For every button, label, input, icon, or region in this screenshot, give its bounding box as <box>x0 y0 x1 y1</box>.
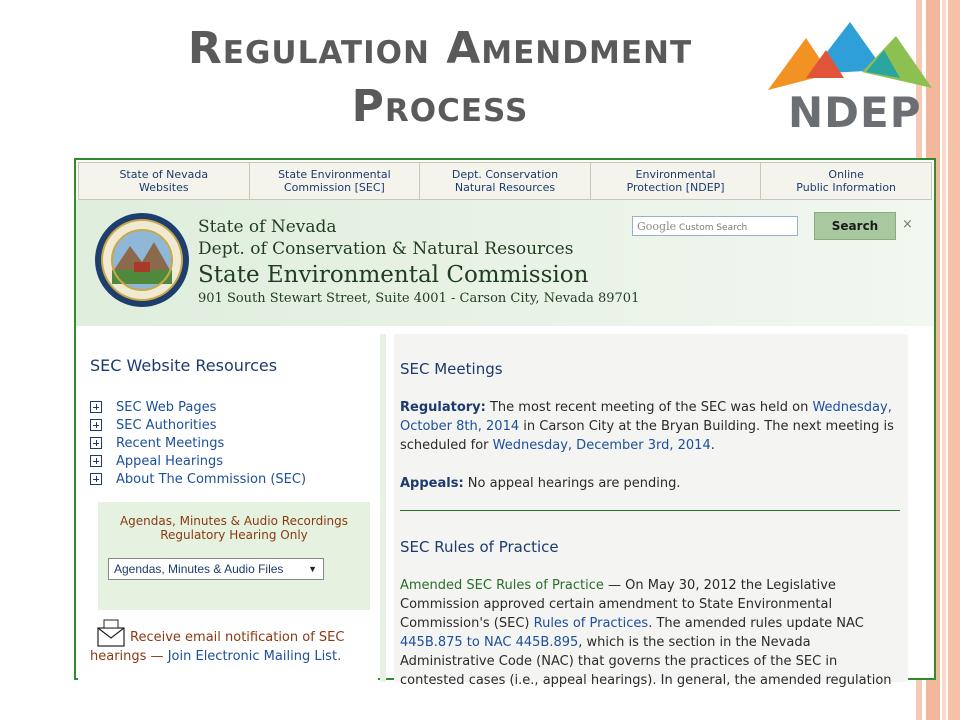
rules-text: — On May 30, 2012 the Legislative Commission approved certain amendment to State Environmental Commission's (SEC) <box>400 578 836 631</box>
nav-dcnr[interactable]: Dept. Conservation Natural Resources <box>420 163 591 199</box>
expand-plus-icon[interactable] <box>90 401 102 413</box>
banner-address: 901 South Stewart Street, Suite 4001 - Carson City, Nevada 89701 <box>198 291 640 306</box>
mailing-list-suffix: . <box>337 649 342 664</box>
nav-state-of-nevada[interactable]: State of Nevada Websites <box>79 163 250 199</box>
resources-title: SEC Website Resources <box>90 356 278 375</box>
ndep-logo-text: NDEP <box>788 88 922 137</box>
slide-title-line1: Regulation Amendment <box>187 23 693 74</box>
nav-public-info[interactable]: Online Public Information <box>796 168 897 194</box>
nac-link[interactable]: 445B.875 to NAC 445B.895 <box>400 635 579 650</box>
slide-title-line2: Process <box>351 81 529 132</box>
rules-paragraph <box>400 576 902 690</box>
regulatory-paragraph <box>400 398 902 455</box>
list-item[interactable] <box>90 398 306 416</box>
agenda-select[interactable] <box>108 558 324 580</box>
join-mailing-list-link[interactable]: Join Electronic Mailing List <box>167 649 338 664</box>
resources-list <box>90 398 306 488</box>
close-icon[interactable]: × <box>902 217 913 232</box>
nav-sec[interactable]: State Environmental Commission [SEC] <box>250 163 421 199</box>
top-navigation <box>78 162 932 200</box>
list-item[interactable] <box>90 452 306 470</box>
list-item[interactable] <box>90 470 306 488</box>
expand-plus-icon[interactable] <box>90 473 102 485</box>
meeting-date-link[interactable]: Wednesday, October 8th, 2014 <box>400 400 892 434</box>
list-item-label[interactable]: Recent Meetings <box>116 435 225 451</box>
search-input[interactable] <box>632 216 798 236</box>
expand-plus-icon[interactable] <box>90 455 102 467</box>
banner-commission: State Environmental Commission <box>198 262 589 288</box>
dropdown-arrow-icon[interactable]: ▼ <box>308 564 317 574</box>
expand-plus-icon[interactable] <box>90 437 102 449</box>
regulatory-text: in Carson City at the Bryan Building. The next meeting is scheduled for <box>400 419 894 453</box>
mailing-list-prefix: Receive email notification of SEC hearings — <box>90 630 345 664</box>
rules-title: SEC Rules of Practice <box>400 538 559 556</box>
nav-ndep[interactable]: Environmental Protection [NDEP] <box>591 163 762 199</box>
list-item-label[interactable]: About The Commission (SEC) <box>116 471 307 487</box>
list-item-label[interactable]: SEC Web Pages <box>116 399 217 415</box>
section-divider <box>400 510 900 511</box>
site-banner <box>76 200 934 326</box>
column-divider <box>380 334 386 682</box>
regulatory-label: Regulatory: <box>400 400 486 415</box>
appeals-paragraph <box>400 474 902 493</box>
agenda-box <box>98 502 370 610</box>
rules-of-practices-link[interactable]: Rules of Practices <box>533 616 649 631</box>
list-item-label[interactable]: Appeal Hearings <box>116 453 224 469</box>
expand-plus-icon[interactable] <box>90 419 102 431</box>
banner-dept: Dept. of Conservation & Natural Resources <box>198 239 574 259</box>
regulatory-text: The most recent meeting of the SEC was held on <box>485 400 813 415</box>
appeals-text: No appeal hearings are pending. <box>463 476 681 491</box>
regulatory-text: . <box>710 438 715 453</box>
search-placeholder: Custom Search <box>678 223 748 233</box>
state-seal-icon <box>94 212 190 308</box>
banner-state: State of Nevada <box>198 217 337 237</box>
right-column <box>394 334 908 688</box>
agenda-title: Agendas, Minutes & Audio Recordings Regulatory Hearing Only <box>119 514 349 542</box>
rules-text: . The amended rules update NAC <box>648 616 864 631</box>
website-screenshot <box>74 158 936 688</box>
slide-title <box>0 20 880 136</box>
left-column <box>78 330 378 682</box>
amended-rules-link[interactable]: Amended SEC Rules of Practice <box>400 578 604 593</box>
agenda-select-value: Agendas, Minutes & Audio Files <box>114 562 284 576</box>
banner-text <box>198 216 639 308</box>
google-brand: Google <box>637 220 677 233</box>
rules-text: , which is the section in the Nevada Administrative Code (NAC) that governs the practices of the SEC in contested cases (i.e., appeal hearings). In general, the amended regulation <box>400 635 892 688</box>
next-meeting-date-link[interactable]: Wednesday, December 3rd, 2014 <box>492 438 711 453</box>
list-item[interactable] <box>90 434 306 452</box>
list-item-label[interactable]: SEC Authorities <box>116 417 217 433</box>
meetings-title: SEC Meetings <box>400 360 503 378</box>
appeals-label: Appeals: <box>400 476 464 491</box>
search-button[interactable]: Search <box>814 212 896 240</box>
mailing-list-text <box>90 628 378 666</box>
list-item[interactable] <box>90 416 306 434</box>
